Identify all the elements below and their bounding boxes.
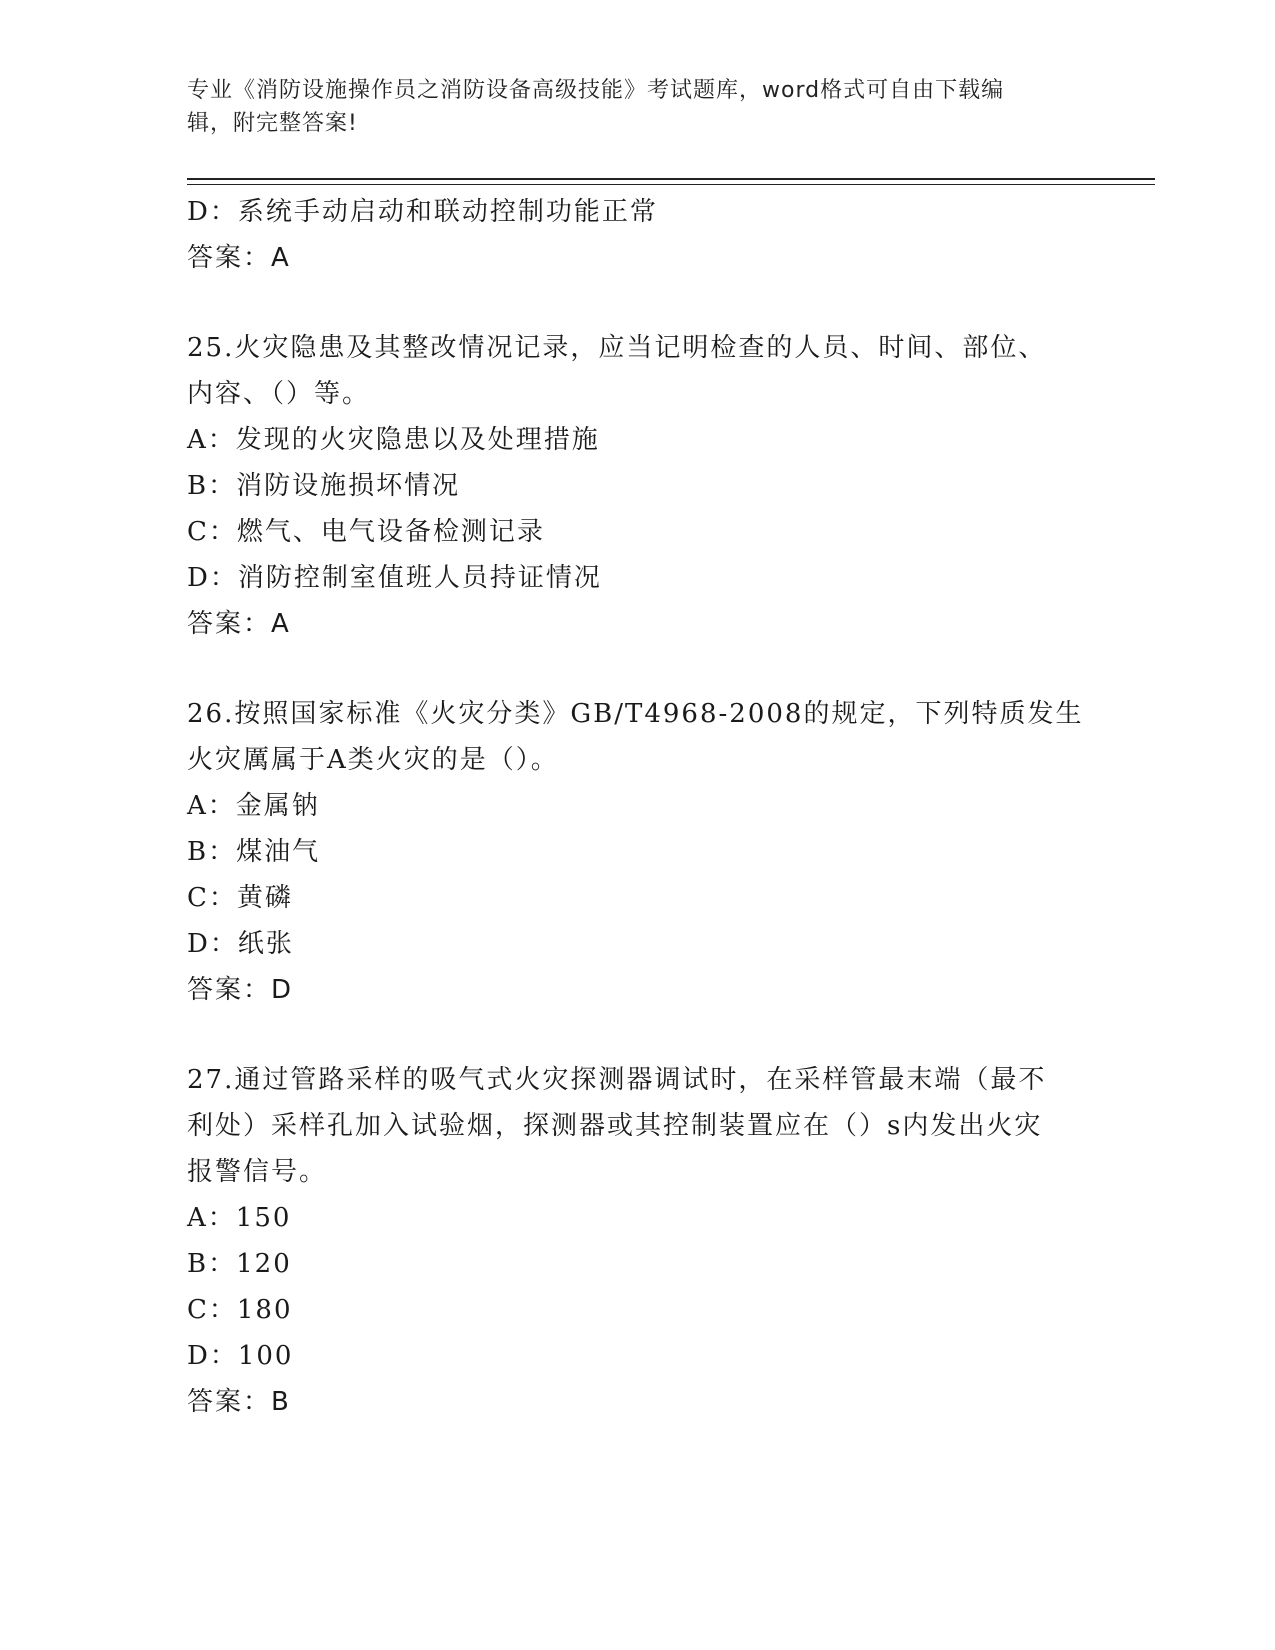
document-header: [187, 74, 1067, 140]
question-stem: 27.通过管路采样的吸气式火灾探测器调试时，在采样管最末端（最不: [187, 1065, 1047, 1095]
question-stem: 25.火灾隐患及其整改情况记录，应当记明检查的人员、时间、部位、: [187, 333, 1047, 363]
question-content: [187, 189, 1087, 1425]
question-stem: 利处）采样孔加入试验烟，探测器或其控制装置应在（）s内发出火灾: [187, 1111, 1043, 1141]
option-d: D：100: [187, 1341, 294, 1371]
question-stem: 报警信号。: [187, 1157, 328, 1187]
option-c: C：黄磷: [187, 883, 293, 913]
previous-question-tail: [187, 189, 1087, 281]
question-stem: 内容、（）等。: [187, 379, 371, 409]
option-a: A：金属钠: [187, 791, 320, 821]
spacer: [187, 1013, 1087, 1057]
spacer: [187, 647, 1087, 691]
question-26: [187, 691, 1087, 1013]
option-b: B：120: [187, 1249, 292, 1279]
question-27: [187, 1057, 1087, 1425]
answer-line: 答案：A: [187, 609, 291, 639]
answer-line: 答案：A: [187, 243, 291, 273]
question-stem: 火灾厲属于A类火灾的是（）。: [187, 745, 559, 775]
question-25: [187, 325, 1087, 647]
header-divider-thin: [187, 184, 1155, 185]
header-divider-thick: [187, 178, 1155, 180]
answer-line: 答案：D: [187, 975, 294, 1005]
option-d: D：系统手动启动和联动控制功能正常: [187, 197, 658, 227]
question-stem: 26.按照国家标准《火灾分类》GB/T4968-2008的规定，下列特质发生: [187, 699, 1084, 729]
header-line-2: 辑，附完整答案!: [187, 111, 358, 136]
option-a: A：150: [187, 1203, 292, 1233]
option-a: A：发现的火灾隐患以及处理措施: [187, 425, 600, 455]
spacer: [187, 281, 1087, 325]
answer-line: 答案：B: [187, 1387, 291, 1417]
option-b: B：消防设施损坏情况: [187, 471, 461, 501]
option-c: C：燃气、电气设备检测记录: [187, 517, 545, 547]
option-d: D：消防控制室值班人员持证情况: [187, 563, 602, 593]
option-d: D：纸张: [187, 929, 294, 959]
option-b: B：煤油气: [187, 837, 321, 867]
header-line-1: 专业《消防设施操作员之消防设备高级技能》考试题库，word格式可自由下载编: [187, 78, 1005, 103]
option-c: C：180: [187, 1295, 293, 1325]
